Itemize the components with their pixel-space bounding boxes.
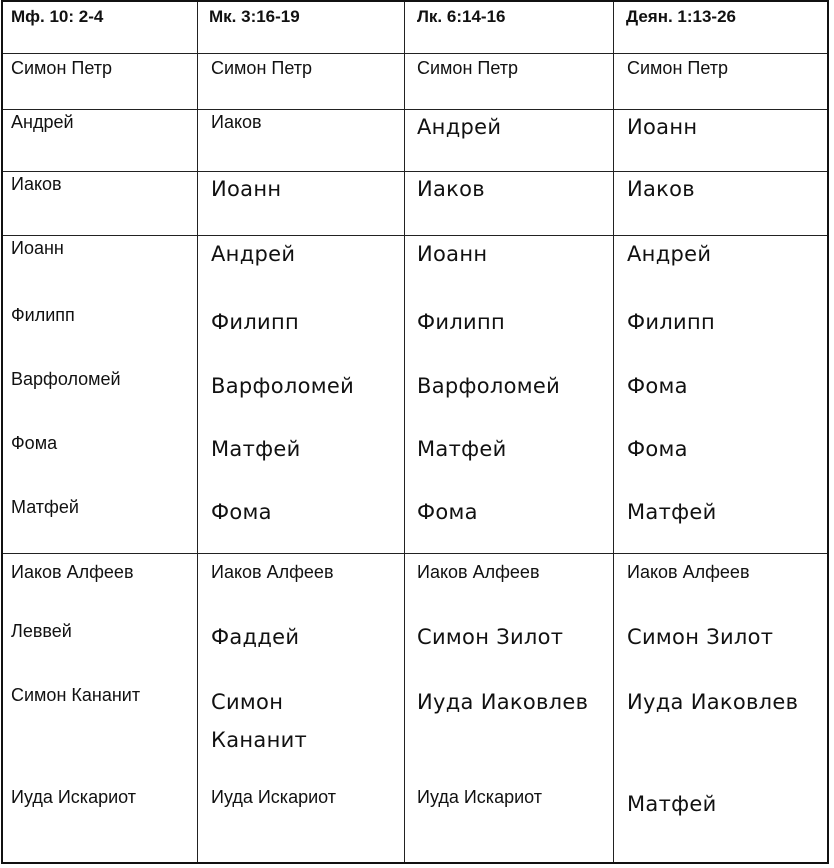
name-acts-4: Андрей — [627, 242, 712, 266]
header-luke: Лк. 6:14-16 — [417, 7, 506, 26]
header-matthew: Мф. 10: 2-4 — [11, 7, 104, 26]
name-luke-7: Матфей — [417, 437, 507, 461]
name-mark-10: Фаддей — [211, 625, 300, 649]
name-matthew-4: Иоанн — [11, 238, 64, 258]
name-luke-9: Иаков Алфеев — [417, 562, 540, 582]
name-acts-6: Фома — [627, 374, 688, 398]
name-mark-11b: Кананит — [211, 728, 308, 752]
name-acts-1: Симон Петр — [627, 58, 728, 78]
name-luke-12: Иуда Искариот — [417, 787, 542, 807]
name-luke-2: Андрей — [417, 115, 502, 139]
name-matthew-1: Симон Петр — [11, 58, 112, 78]
name-mark-3: Иоанн — [211, 177, 282, 201]
name-luke-1: Симон Петр — [417, 58, 518, 78]
name-matthew-11: Симон Кананит — [11, 685, 141, 705]
name-acts-2: Иоанн — [627, 115, 698, 139]
name-mark-7: Матфей — [211, 437, 301, 461]
name-matthew-5: Филипп — [11, 305, 75, 325]
name-luke-11: Иуда Иаковлев — [417, 690, 589, 714]
apostles-table — [1, 0, 829, 864]
column-divider — [404, 2, 405, 862]
name-luke-10: Симон Зилот — [417, 625, 564, 649]
name-mark-9: Иаков Алфеев — [211, 562, 334, 582]
name-mark-4: Андрей — [211, 242, 296, 266]
row-divider — [3, 171, 827, 172]
name-matthew-8: Матфей — [11, 497, 79, 517]
name-mark-12: Иуда Искариот — [211, 787, 336, 807]
column-divider — [197, 2, 198, 862]
name-matthew-10: Леввей — [11, 621, 72, 641]
name-luke-8: Фома — [417, 500, 478, 524]
name-acts-11: Иуда Иаковлев — [627, 690, 799, 714]
name-matthew-9: Иаков Алфеев — [11, 562, 134, 582]
header-acts: Деян. 1:13-26 — [626, 7, 737, 26]
name-acts-8: Матфей — [627, 500, 717, 524]
row-divider — [3, 235, 827, 236]
row-divider — [3, 53, 827, 54]
row-divider — [3, 109, 827, 110]
name-mark-2: Иаков — [211, 112, 262, 132]
name-matthew-3: Иаков — [11, 174, 62, 194]
header-mark: Мк. 3:16-19 — [209, 7, 300, 26]
name-acts-10: Симон Зилот — [627, 625, 774, 649]
name-matthew-6: Варфоломей — [11, 369, 121, 389]
name-mark-8: Фома — [211, 500, 272, 524]
name-acts-9: Иаков Алфеев — [627, 562, 750, 582]
name-matthew-12: Иуда Искариот — [11, 787, 136, 807]
name-acts-7: Фома — [627, 437, 688, 461]
row-divider — [3, 553, 827, 554]
column-divider — [613, 2, 614, 862]
name-luke-4: Иоанн — [417, 242, 488, 266]
name-matthew-7: Фома — [11, 433, 58, 453]
name-luke-6: Варфоломей — [417, 374, 561, 398]
name-matthew-2: Андрей — [11, 112, 74, 132]
name-mark-11a: Симон — [211, 690, 284, 714]
name-acts-3: Иаков — [627, 177, 695, 201]
name-luke-3: Иаков — [417, 177, 485, 201]
name-mark-5: Филипп — [211, 310, 300, 334]
name-acts-5: Филипп — [627, 310, 716, 334]
name-mark-1: Симон Петр — [211, 58, 312, 78]
name-acts-12: Матфей — [627, 792, 717, 816]
name-luke-5: Филипп — [417, 310, 506, 334]
name-mark-6: Варфоломей — [211, 374, 355, 398]
